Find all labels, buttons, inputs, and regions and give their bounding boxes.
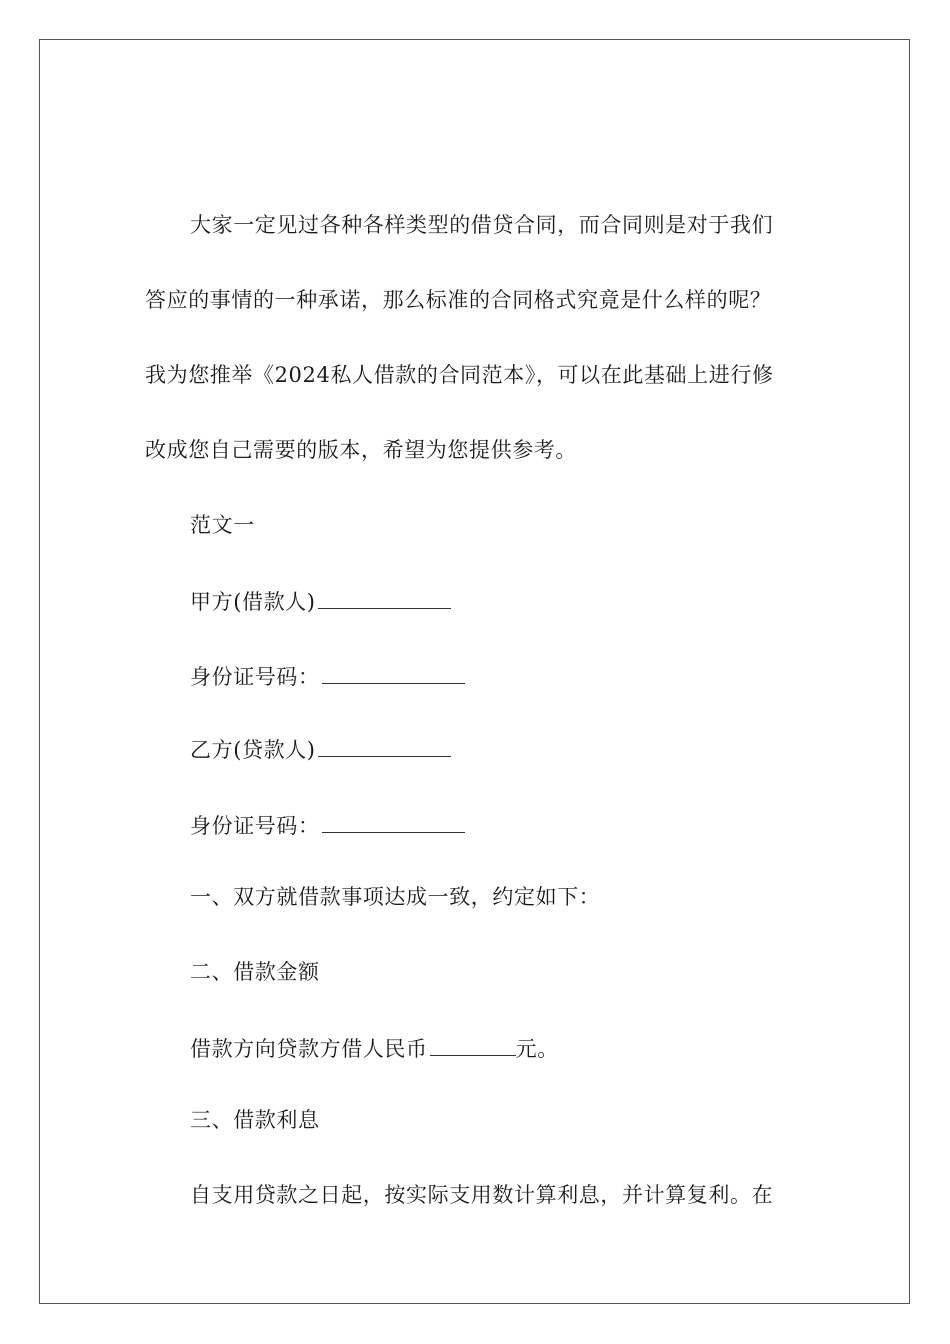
party-b-blank[interactable] [318,734,451,757]
party-a-label: 甲方(借款人) [190,590,316,614]
sample-title: 范文一 [190,513,255,537]
clause-2-title: 二、借款金额 [190,960,320,984]
party-a-id-label: 身份证号码： [190,665,320,689]
party-a-id-blank[interactable] [322,661,465,684]
party-b-label: 乙方(贷款人) [190,738,316,762]
clause-2-text [190,1033,559,1063]
clause-2-text-before: 借款方向贷款方借人民币 [190,1037,428,1061]
party-b-id-label: 身份证号码： [190,814,320,838]
clause-3-title: 三、借款利息 [190,1108,320,1132]
party-a-field [190,586,451,616]
intro-line-4: 改成您自己需要的版本，希望为您提供参考。 [145,438,577,462]
party-b-field [190,734,451,764]
clause-1: 一、双方就借款事项达成一致，约定如下： [190,885,601,909]
intro-line-2: 答应的事情的一种承诺，那么标准的合同格式究竟是什么样的呢？ [145,288,772,312]
clause-3-text: 自支用贷款之日起，按实际支用数计算利息，并计算复利。在 [190,1183,774,1207]
clause-2-text-after: 元。 [515,1037,559,1061]
intro-line-1: 大家一定见过各种各样类型的借贷合同，而合同则是对于我们 [190,213,774,237]
party-b-id-blank[interactable] [322,810,465,833]
party-a-id-field [190,661,465,691]
party-a-blank[interactable] [318,586,451,609]
party-b-id-field [190,810,465,840]
loan-amount-blank[interactable] [430,1033,516,1056]
intro-line-3: 我为您推举《2024私人借款的合同范本》，可以在此基础上进行修 [145,363,774,387]
